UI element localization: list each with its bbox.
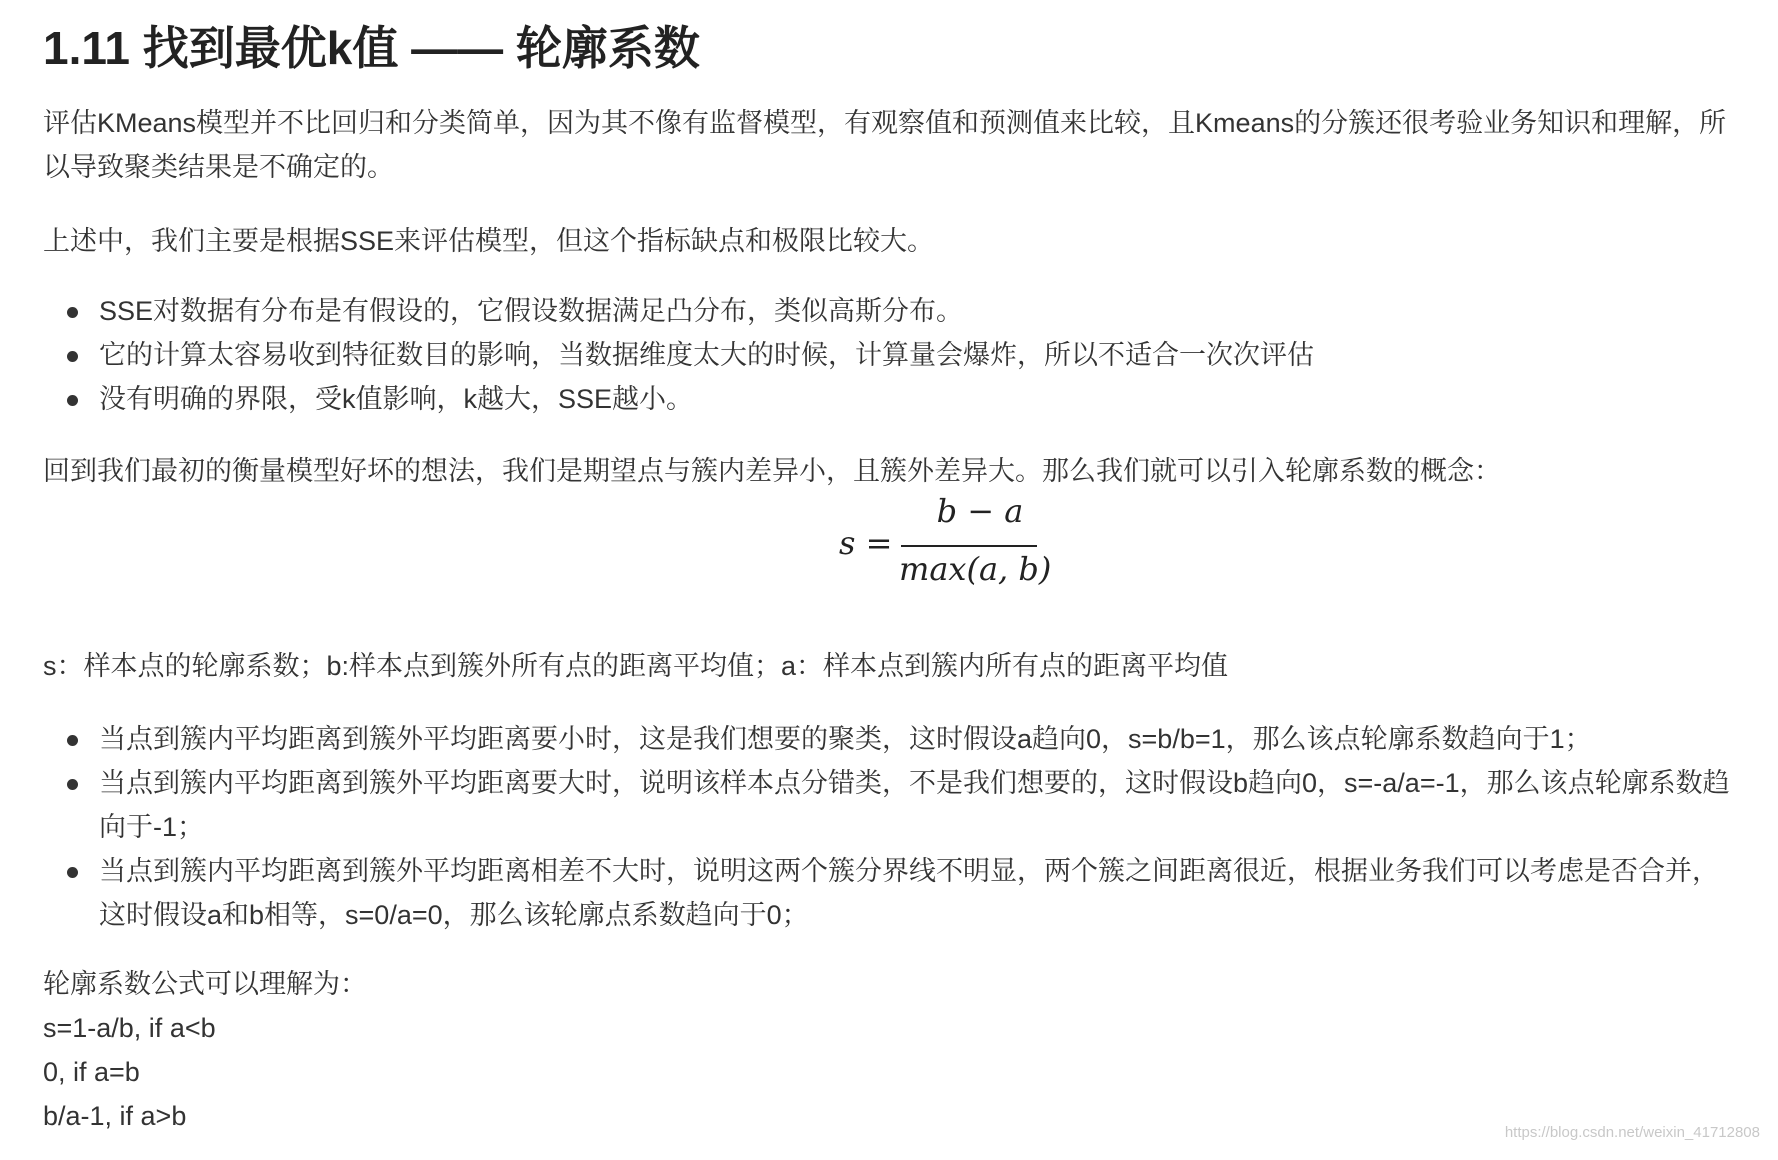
list-item: SSE对数据有分布是有假设的，它假设数据满足凸分布，类似高斯分布。 bbox=[43, 289, 1743, 333]
sse-paragraph: 上述中，我们主要是根据SSE来评估模型，但这个指标缺点和极限比较大。 bbox=[43, 226, 935, 256]
formula-lhs: s = bbox=[839, 524, 893, 562]
silhouette-formula bbox=[839, 492, 1059, 602]
silhouette-cases-list bbox=[43, 717, 1743, 937]
formula-denominator: max(a, b) bbox=[899, 550, 1052, 588]
definition-paragraph: s：样本点的轮廓系数；b:样本点到簇外所有点的距离平均值；a：样本点到簇内所有点的距离平均值 bbox=[43, 651, 1229, 681]
watermark-url: https://blog.csdn.net/weixin_41712808 bbox=[1504, 1124, 1760, 1141]
understanding-intro: 轮廓系数公式可以理解为： bbox=[43, 969, 367, 999]
formula-understanding bbox=[43, 962, 1743, 1138]
list-item: 当点到簇内平均距离到簇外平均距离要大时，说明该样本点分错类，不是我们想要的，这时假设b趋向0，s=-a/a=-1，那么该点轮廓系数趋向于-1； bbox=[43, 761, 1743, 849]
list-item: 当点到簇内平均距离到簇外平均距离相差不大时，说明这两个簇分界线不明显，两个簇之间距离很近，根据业务我们可以考虑是否合并，这时假设a和b相等，s=0/a=0，那么该轮廓点系数趋向于0； bbox=[43, 849, 1743, 937]
intro-paragraph: 评估KMeans模型并不比回归和分类简单，因为其不像有监督模型，有观察值和预测值来比较，且Kmeans的分簇还很考验业务知识和理解，所以导致聚类结果是不确定的。 bbox=[43, 108, 1727, 182]
list-item: 它的计算太容易收到特征数目的影响，当数据维度太大的时候，计算量会爆炸，所以不适合一次次评估 bbox=[43, 333, 1743, 377]
understanding-line-1: s=1-a/b, if a<b bbox=[43, 1013, 216, 1043]
formula-numerator: b − a bbox=[936, 492, 1024, 530]
understanding-line-2: 0, if a=b bbox=[43, 1057, 140, 1087]
fraction-bar bbox=[901, 545, 1037, 547]
silhouette-intro-paragraph: 回到我们最初的衡量模型好坏的想法，我们是期望点与簇内差异小，且簇外差异大。那么我们就可以引入轮廓系数的概念： bbox=[43, 456, 1501, 486]
sse-drawbacks-list bbox=[43, 289, 1743, 421]
understanding-line-3: b/a-1, if a>b bbox=[43, 1101, 187, 1131]
list-item: 当点到簇内平均距离到簇外平均距离要小时，这是我们想要的聚类，这时假设a趋向0，s=b/b=1，那么该点轮廓系数趋向于1； bbox=[43, 717, 1743, 761]
page-title: 1.11 找到最优k值 —— 轮廓系数 bbox=[43, 22, 700, 74]
list-item: 没有明确的界限，受k值影响，k越大，SSE越小。 bbox=[43, 377, 1743, 421]
